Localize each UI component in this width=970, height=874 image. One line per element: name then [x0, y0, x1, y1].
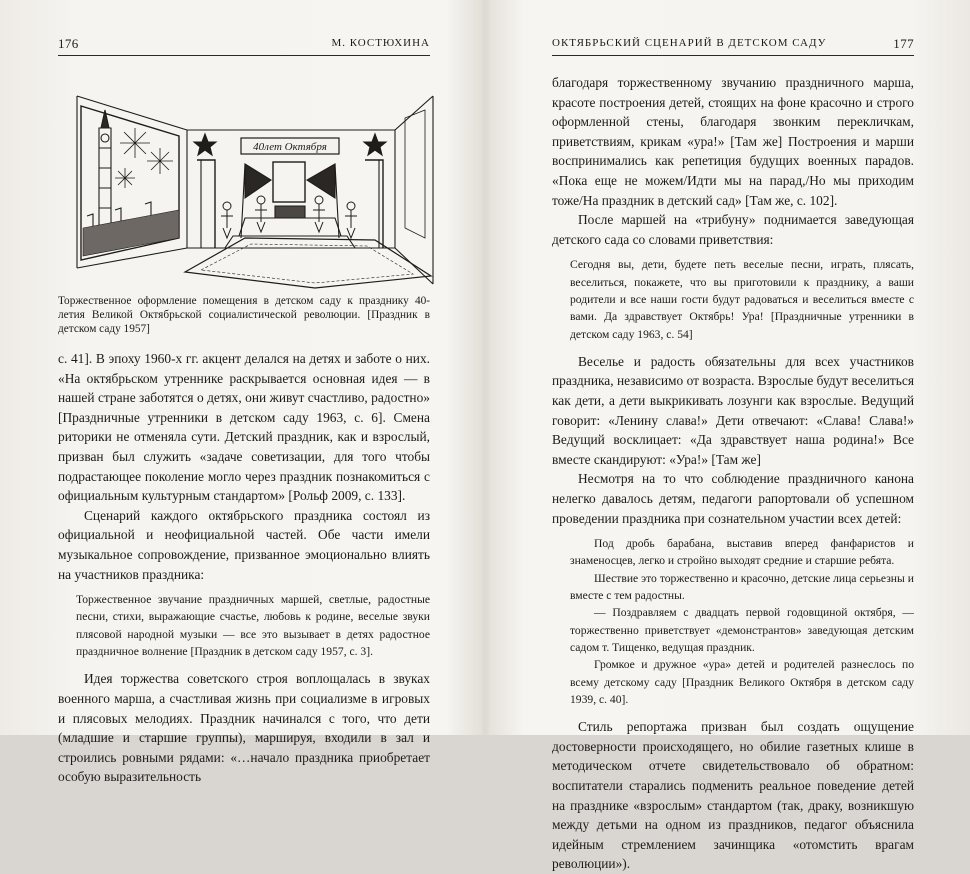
quote-text: Под дробь барабана, выставив вперед фанфаристов и знаменосцев, легко и стройно выходят средние и старшие ребята.: [570, 537, 914, 568]
banner-text: 40лет Октября: [253, 141, 327, 153]
paragraph: Идея торжества советского строя воплощалась в звуках военного марша, а счастливая жизнь при социализме в игровых и плясовых мелодиях. Праздник начинался с того, что дети (младшие и старшие группы), маршируя, входили в зал и строились ровными рядами: «…начало праздника приобретает особую выразительность: [58, 671, 430, 785]
quote-text: Сегодня вы, дети, будете петь веселые песни, играть, плясать, веселиться, покажете, что вы приготовили к празднику, а ваши родители и все наши гости будут радоваться и веселиться вместе с вами. Да здравствует Октябрь! Ура! [Праздничные утренники в детском саду 1963, с. 54]: [570, 258, 914, 341]
running-head: М. КОСТЮХИНА: [331, 37, 430, 49]
running-head: ОКТЯБРЬСКИЙ СЦЕНАРИЙ В ДЕТСКОМ САДУ: [552, 37, 827, 49]
right-page-header: [552, 36, 914, 56]
paragraph: Стиль репортажа призван был создать ощущение достоверности происходящего, но обилие газетных клише в методическом отчете свидетельствовало об обратном: воспитатели старались подменить реальное поведение детей на празднике «взрослым» стандартом (так, драку, возникшую между детьми на одном из праздников, педагог объяснила идейным стремлением зачинщика «отомстить врагам революции»).: [552, 719, 914, 872]
illustration: [75, 88, 435, 290]
left-body-text: [58, 349, 430, 787]
paragraph: Сценарий каждого октябрьского праздника состоял из официальной и неофициальной частей. Обе части имели музыкальное сопровождение, призванное эмоционально влиять на участников праздника:: [58, 507, 430, 582]
paragraph: После маршей на «трибуну» поднимается заведующая детского сада со словами приветствия:: [552, 212, 914, 247]
right-body-text: [552, 73, 914, 874]
block-quote: [570, 256, 914, 342]
page-number: 176: [58, 36, 79, 51]
right-page: [485, 0, 970, 872]
block-quote: [570, 535, 914, 708]
paragraph: благодаря торжественному звучанию праздничного марша, красоте построения детей, стоящих на фоне красочно и строго оформленной стены, благодаря звонким перекличкам, приветствиям, крикам «ура!» [Там же] Построения и марши воспринимались как репетиция будущих военных парадов. «Пока еще не можем/Идти мы на парад,/Но мы приходим тоже/На праздник в детский сад» [Там же, с. 102].: [552, 75, 914, 208]
left-page: [0, 0, 485, 785]
left-page-header: [58, 36, 430, 56]
quote-text: — Поздравляем с двадцать первой годовщиной октября, — торжественно приветствует «демонстрантов» заведующая детским садом т. Тищенко, ведущая праздник.: [570, 606, 914, 654]
quote-text: Громкое и дружное «ура» детей и родителей разнеслось по всему детскому саду [Праздник Великого Октября в детском саду 1939, с. 40].: [570, 658, 914, 706]
block-quote: [76, 591, 430, 660]
header-rule: [552, 55, 914, 56]
figure-caption: Торжественное оформление помещения в детском саду к празднику 40-летия Великой Октябрьской социалистической революции. [Праздник в детском саду 1957]: [58, 295, 430, 335]
page-number: 177: [893, 36, 914, 51]
paragraph: с. 41]. В эпоху 1960-х гг. акцент делался на детях и заботе о них. «На октябрьском утреннике раскрывается основная идея — в нашей стране заботятся о детях, они живут счастливо, радостно» [Праздничные утренники в детском саду 1963, с. 6]. Смена риторики не отменяла сути. Детский праздник, как и взрослый, призван был служить «задаче советизации, для того чтобы подрастающее поколение могло через праздник познакомиться с официальным культурным стандартом» [Рольф 2009, с. 133].: [58, 351, 430, 504]
paragraph: Несмотря на то что соблюдение праздничного канона нелегко давалось детям, педагоги рапортовали об успешном проведении праздника при сознательном участии всех детей:: [552, 471, 914, 526]
paragraph: Веселье и радость обязательны для всех участников праздника, независимо от возраста. Взрослые будут веселиться как дети, а дети выкрикивать лозунги как взрослые. Ведущий говорит: «Ленину слава!» Дети отвечают: «Слава! Слава!» Ведущий восклицает: «Да здравствует наша родина!» Все вместе скандируют: «Ура!» [Там же]: [552, 353, 914, 467]
quote-text: Торжественное звучание праздничных маршей, светлые, радостные песни, стихи, выражающие счастье, любовь к родине, веселые звуки плясовой народной музыки — все это вызывает в детях радостное праздничное волнение [Праздник в детском саду 1957, с. 3].: [76, 593, 430, 659]
quote-text: Шествие это торжественно и красочно, детские лица серьезны и вместе с тем радостны.: [570, 571, 914, 603]
header-rule: [58, 55, 430, 56]
